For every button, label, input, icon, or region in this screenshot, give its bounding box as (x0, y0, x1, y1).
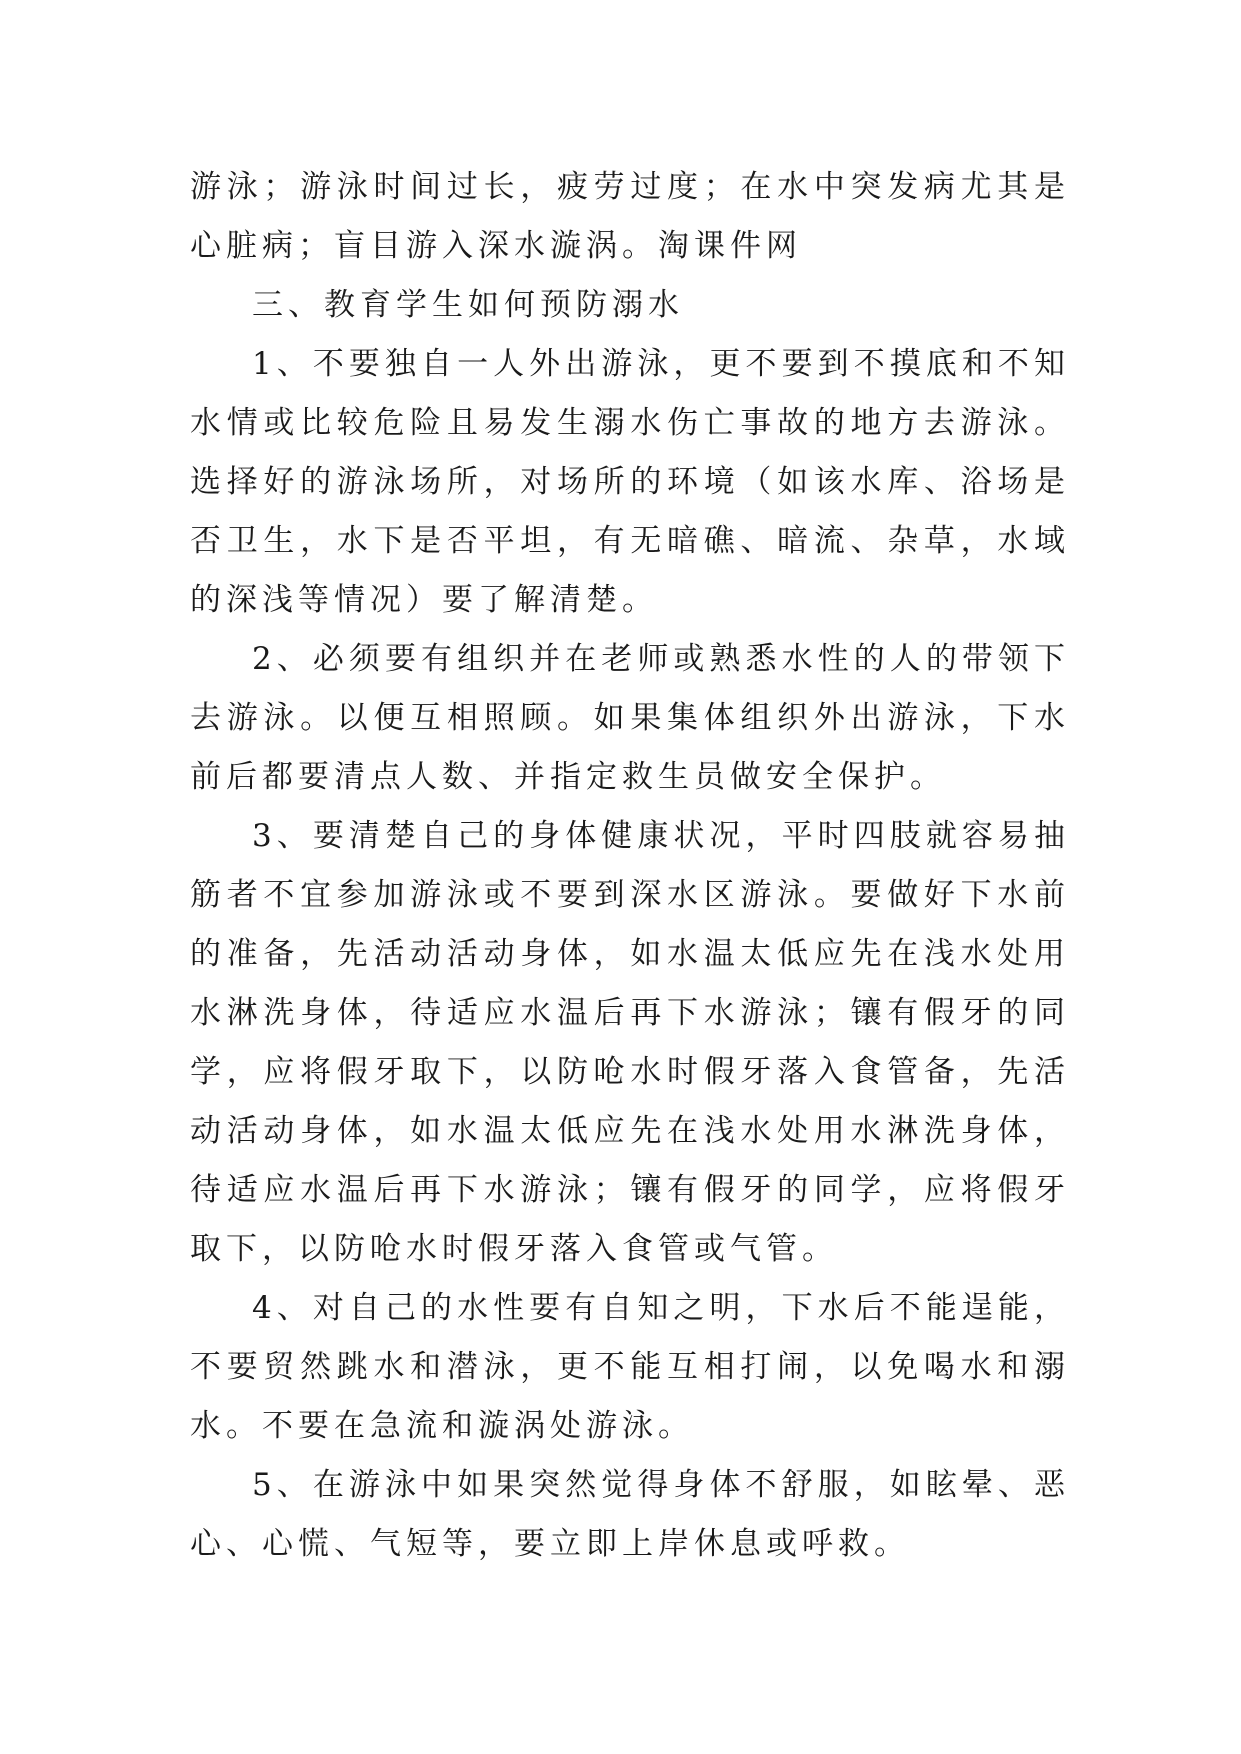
paragraph-item-4: 4、对自己的水性要有自知之明，下水后不能逞能，不要贸然跳水和潜泳，更不能互相打闹，以免喝水和溺水。不要在急流和漩涡处游泳。 (190, 1290, 1070, 1444)
section-heading: 三、教育学生如何预防溺水 (252, 287, 684, 323)
paragraph-item-3: 3、要清楚自己的身体健康状况，平时四肢就容易抽筋者不宜参加游泳或不要到深水区游泳。要做好下水前的准备，先活动活动身体，如水温太低应先在浅水处用水淋洗身体，待适应水温后再下水游泳；镶有假牙的同学，应将假牙取下，以防呛水时假牙落入食管备，先活动活动身体，如水温太低应先在浅水处用水淋洗身体，待适应水温后再下水游泳；镶有假牙的同学，应将假牙取下，以防呛水时假牙落入食管或气管。 (190, 818, 1070, 1267)
paragraph-item-5: 5、在游泳中如果突然觉得身体不舒服，如眩晕、恶心、心慌、气短等，要立即上岸休息或呼救。 (190, 1467, 1070, 1562)
document-body (190, 158, 1070, 1574)
paragraph-item-1: 1、不要独自一人外出游泳，更不要到不摸底和不知水情或比较危险且易发生溺水伤亡事故的地方去游泳。选择好的游泳场所，对场所的环境（如该水库、浴场是否卫生，水下是否平坦，有无暗礁、暗流、杂草，水域的深浅等情况）要了解清楚。 (190, 346, 1070, 618)
paragraph-item-2: 2、必须要有组织并在老师或熟悉水性的人的带领下去游泳。以便互相照顾。如果集体组织外出游泳，下水前后都要清点人数、并指定救生员做安全保护。 (190, 641, 1070, 795)
paragraph-continuation: 游泳；游泳时间过长，疲劳过度；在水中突发病尤其是心脏病；盲目游入深水漩涡。淘课件网 (190, 169, 1070, 264)
